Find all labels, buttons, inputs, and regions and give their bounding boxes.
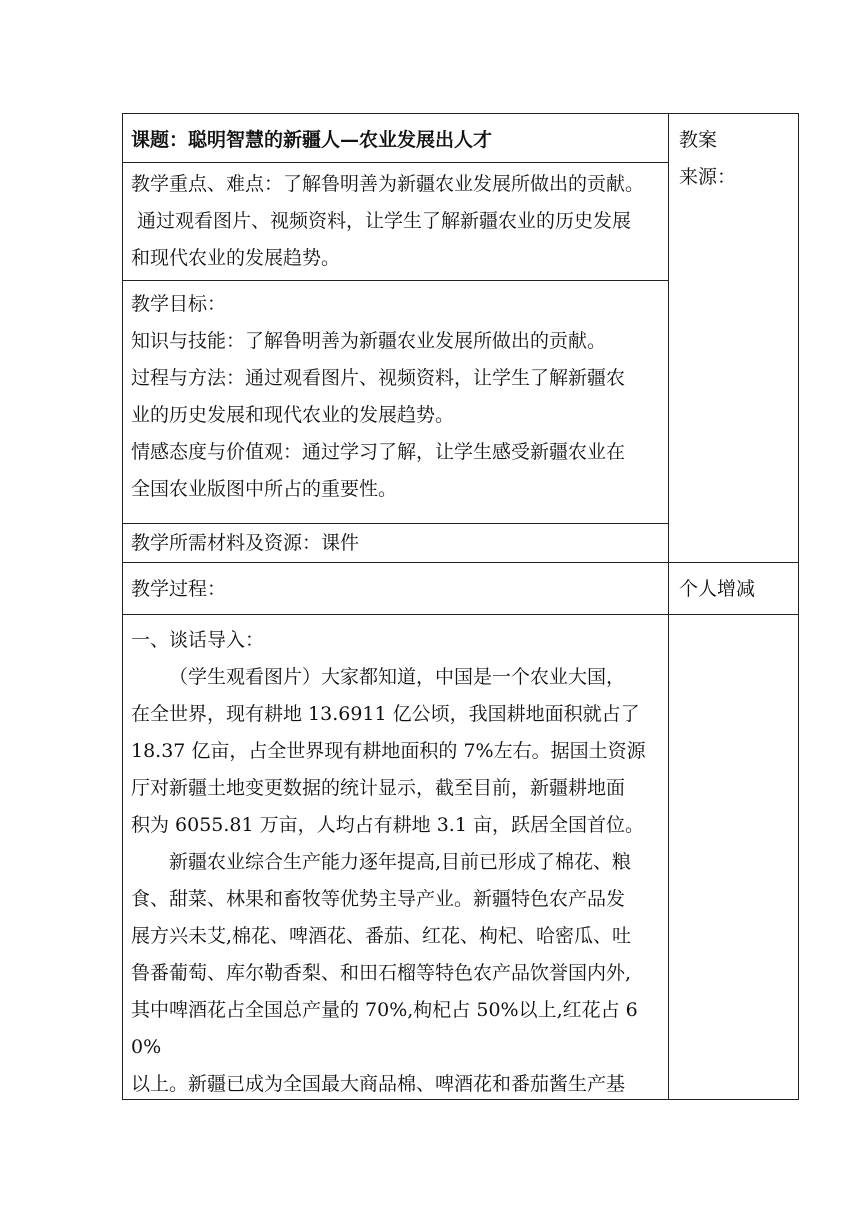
- section-title: 一、谈话导入：: [131, 629, 265, 651]
- materials-line: 教学所需材料及资源：课件: [131, 532, 360, 554]
- lesson-plan-table: [122, 113, 799, 1100]
- paragraph-1-line: 18.37 亿亩，占全世界现有耕地面积的 7%左右。据国土资源: [131, 740, 646, 762]
- key-points-block: [123, 166, 669, 277]
- row-divider-materials: [123, 562, 798, 563]
- objective-line: 过程与方法：通过观看图片、视频资料，让学生了解新疆农: [131, 367, 626, 389]
- row-divider-objectives: [123, 523, 668, 524]
- objective-line: 全国农业版图中所占的重要性。: [131, 478, 398, 500]
- paragraph-1-line: 在全世界，现有耕地 13.6911 亿公顷，我国耕地面积就占了: [131, 703, 640, 725]
- objective-line: 情感态度与价值观：通过学习了解，让学生感受新疆农业在: [131, 441, 626, 463]
- source-label: [670, 122, 798, 196]
- paragraph-1-line: （学生观看图片）大家都知道，中国是一个农业大国，: [169, 666, 626, 688]
- objectives-heading: 教学目标：: [131, 293, 227, 315]
- row-divider-title: [123, 162, 668, 163]
- paragraph-2-line: 展方兴未艾,棉花、啤酒花、番茄、红花、枸杞、哈密瓜、吐: [131, 925, 632, 947]
- key-points-line: 通过观看图片、视频资料，让学生了解新疆农业的历史发展: [131, 210, 632, 232]
- row-divider-keypoints: [123, 280, 668, 281]
- process-body: [123, 622, 669, 1103]
- objectives-block: [123, 286, 669, 508]
- paragraph-2-line: 新疆农业综合生产能力逐年提高,目前已形成了棉花、粮: [169, 851, 632, 873]
- key-points-line: 和现代农业的发展趋势。: [131, 247, 341, 269]
- personal-adjustments-label: 个人增减: [679, 578, 756, 600]
- objective-line: 业的历史发展和现代农业的发展趋势。: [131, 404, 455, 426]
- paragraph-2-line: 鲁番葡萄、库尔勒香梨、和田石榴等特色农产品饮誉国内外,: [131, 962, 632, 984]
- key-points-line: 教学重点、难点：了解鲁明善为新疆农业发展所做出的贡献。: [131, 173, 645, 195]
- row-divider-process: [123, 614, 798, 615]
- paragraph-1-line: 厅对新疆土地变更数据的统计显示，截至目前，新疆耕地面: [131, 777, 626, 799]
- paragraph-2-line: 食、甜菜、林果和畜牧等优势主导产业。新疆特色农产品发: [131, 888, 626, 910]
- source-label-line-2: 来源：: [679, 166, 737, 188]
- objective-line: 知识与技能：了解鲁明善为新疆农业发展所做出的贡献。: [131, 330, 607, 352]
- paragraph-2-line: 以上。新疆已成为全国最大商品棉、啤酒花和番茄酱生产基: [131, 1073, 626, 1095]
- source-label-line-1: 教案: [679, 129, 718, 151]
- paragraph-2-line: 其中啤酒花占全国总产量的 70%,枸杞占 50%以上,红花占 60%: [131, 999, 638, 1058]
- lesson-title: 课题：聪明智慧的新疆人—农业发展出人才: [131, 129, 493, 151]
- paragraph-1-line: 积为 6055.81 万亩，人均占有耕地 3.1 亩，跃居全国首位。: [131, 814, 644, 836]
- process-heading: 教学过程：: [131, 578, 227, 600]
